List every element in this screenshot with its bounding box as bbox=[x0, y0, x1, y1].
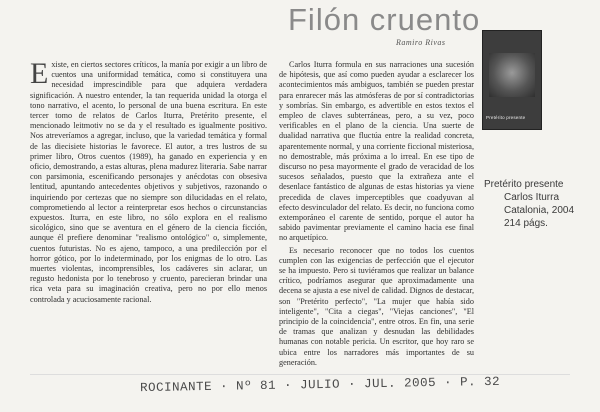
book-info bbox=[484, 178, 574, 230]
cover-title: Pretérito presente bbox=[486, 115, 526, 120]
drop-cap: E bbox=[30, 57, 49, 90]
column-1-text: xiste, en ciertos sectores críticos, la manía por exigir a un libro de cuentos una uniformidad temática, como si constituyera una necesidad imprescindible para que adquiera verdadera significación. A nuestro entender, la tan requerida unidad la otorga el tono narrativo, el acento, lo personal de una buena escritura. En este tercer tomo de relatos de Carlos Iturra, Pretérito presente, el mencionado leitmotiv no se da y el resultado es igualmente positivo. Nos atreveríamos a agregar, incluso, que la variedad temática y formal de las diecisiete historias le favorece. El autor, a tres lustros de su primer libro, Otros cuentos (1989), ha ganado en experiencia y en oficio, demostrando, a estas alturas, plena madurez literaria. Sabe narrar con parsimonia, escenificando personajes y anécdotas con obsesiva lentitud, apuntando antecedentes objetivos y subjetivos, razonando o inquiriendo por certezas que no siempre son dilucidadas en el relato, comprometiendo al lector a reinterpretar esos hechos o circunstancias expuestos. Iturra, en este libro, no sólo explora en el realismo sicológico, sino que se aventura en el género de la ciencia ficción, aunque él prefiere denominar "realismo ontológico" o, simplemente, cuentos futuristas. No es ajeno, tampoco, a una predilección por el horror gótico, por lo indeterminado, por los enigmas de lo otro. Las muertes violentas, incomprensibles, los cadáveres sin aclarar, un regusto hedonista por lo tenebroso y cruento, parecieran brindar una rica veta para su imaginación creativa, pero no por ello menos controlada y acuciosamente racional. bbox=[30, 60, 267, 304]
cover-artwork bbox=[489, 53, 535, 97]
article-column-1 bbox=[30, 57, 267, 305]
paragraph: Es necesario reconocer que no todos los cuentos cumplen con las exigencias de perfección que el ejecutor se ha impuesto. Pero si tuviéramos que realizar un balance crítico, podríamos asegurar que aproximadamente una decena se ajusta a ese nivel de calidad. Dignos de destacar, son "Pretérito perfecto", "La mujer que había sido inteligente", "Cita a ciegas", "Viejas canciones", "El principio de la coincidencia", entre otros. En fin, una serie de tramas que analizan y desnudan las debilidades humanas con notable pericia. Un escritor, que hoy raro se ubica entre los narradores más importantes de su generación. bbox=[279, 245, 474, 367]
page-title: Filón cruento bbox=[288, 2, 481, 37]
book-publisher-year: Catalonia, 2004 bbox=[504, 205, 575, 216]
book-cover-image bbox=[482, 30, 542, 130]
article-author: Ramiro Rivas bbox=[396, 38, 446, 47]
article-column-2 bbox=[279, 60, 474, 368]
handwritten-source-note: ROCINANTE · Nº 81 · JULIO · JUL. 2005 · P. 32 bbox=[139, 374, 501, 396]
book-pages: 214 págs. bbox=[504, 218, 548, 229]
paragraph: Carlos Iturra formula en sus narraciones una sucesión de hipótesis, que así como pueden ayudar a esclarecer los acontecimientos más ambiguos, también se pueden prestar para enrarecer más las atmósferas de por sí contradictorias y sombrías. Sin embargo, es advertible en estos textos el empleo de claves subterráneas, pero, a su vez, poco verificables en el plano de la ciencia. Una suerte de dualidad narrativa que fluctúa entre la realidad concreta, aparentemente normal, y una corriente ficcional misteriosa, no demostrable, más próxima a lo irreal. En ese tipo de discurso no pesa mayormente el grado de veracidad de los sucesos señalados, puesto que la extrañeza ante el desenlace fantástico de algunas de estas historias ya viene precedida de claves imperceptibles que coadyuvan al efecto desvinculador del relato. Es decir, no funciona como extemporáneo el carente de sentido, porque el autor ha sabido pavimentar previamente el camino hacia ese final no arquetípico. bbox=[279, 60, 474, 243]
book-title: Pretérito presente bbox=[484, 179, 564, 190]
book-author: Carlos Iturra bbox=[504, 192, 560, 203]
